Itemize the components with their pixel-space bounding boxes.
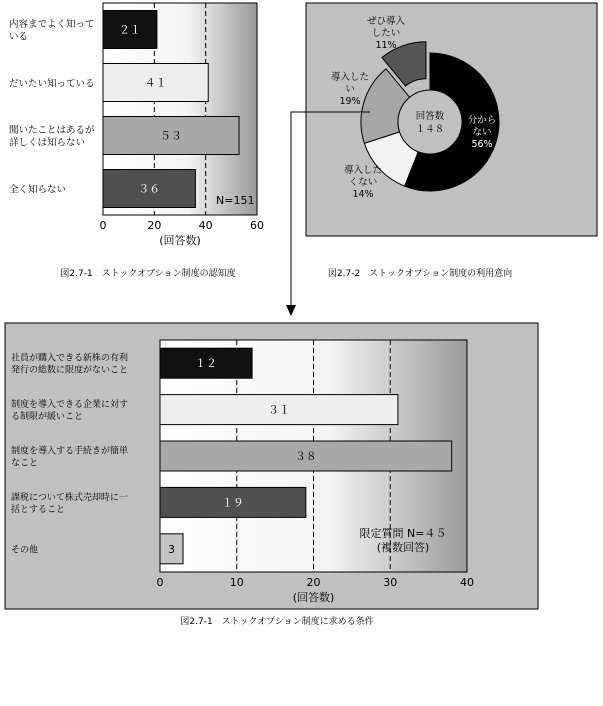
category-label: 括とすること <box>11 504 66 515</box>
x-tick-label: 20 <box>306 576 321 589</box>
category-label: 制度を導入できる企業に対す <box>11 400 129 411</box>
connector-arrowhead <box>286 305 296 316</box>
conditions-bar-chart <box>5 323 538 627</box>
conditions-annotation: (複数回答) <box>376 541 430 554</box>
x-tick-label: 30 <box>383 576 398 589</box>
bar-value-label: 3 <box>168 542 176 556</box>
slice-label: い <box>345 84 355 95</box>
slice-label: したい <box>371 28 401 39</box>
slice-label: 導入した <box>343 165 383 176</box>
bar-value-label: ２１ <box>118 23 141 37</box>
category-label: 内容までよく知って <box>9 19 95 30</box>
category-label: 社員が購入できる新株の有利 <box>11 353 129 364</box>
usage-intent-donut-chart <box>306 3 597 279</box>
x-tick-label: 0 <box>99 219 107 232</box>
donut-center-label: 回答数 <box>415 111 445 122</box>
slice-label: 14% <box>352 189 374 200</box>
x-tick-label: 60 <box>250 219 264 232</box>
category-label: その他 <box>11 545 39 556</box>
donut-center-label: １４８ <box>415 124 445 135</box>
awareness-x-axis-label: (回答数) <box>159 234 201 247</box>
conditions-annotation: 限定質問 N=４５ <box>359 527 447 540</box>
slice-label: ない <box>472 127 492 138</box>
category-label: る制限が緩いこと <box>11 412 84 423</box>
bar-value-label: ３８ <box>294 450 317 463</box>
category-label: 全く知らない <box>9 184 67 196</box>
bar-value-label: １９ <box>221 496 244 510</box>
slice-label: 分から <box>467 115 497 126</box>
bar-value-label: ３１ <box>267 403 290 417</box>
awareness-bar-chart <box>9 3 264 279</box>
category-label: 詳しくは知らない <box>9 137 86 149</box>
usage-intent-caption: 図2.7-2 ストックオプション制度の利用意向 <box>327 269 513 279</box>
category-label: 制度を導入する手続きが簡単 <box>11 446 129 457</box>
slice-label: 19% <box>339 96 361 107</box>
donut-hole <box>398 90 462 154</box>
bar-value-label: １２ <box>195 357 218 371</box>
bar-value-label: ５３ <box>160 129 183 143</box>
conditions-x-axis-label: (回答数) <box>292 591 335 604</box>
slice-label: くない <box>348 177 378 188</box>
category-label: 聞いたことはあるが <box>9 125 95 136</box>
awareness-sample-size: N=151 <box>216 194 255 207</box>
awareness-caption: 図2.7-1 ストックオプション制度の認知度 <box>60 269 236 279</box>
category-label: 発行の総数に限度がないこと <box>11 365 129 376</box>
x-tick-label: 40 <box>460 576 474 589</box>
x-tick-label: 40 <box>198 219 213 232</box>
category-label: だいたい知っている <box>9 78 95 90</box>
category-label: なこと <box>11 458 39 469</box>
x-tick-label: 10 <box>229 576 244 589</box>
slice-label: 11% <box>375 40 397 51</box>
bar-value-label: ３６ <box>138 182 161 196</box>
slice-label: 導入した <box>330 72 370 83</box>
category-label: 課税について株式売却時に一 <box>11 492 128 503</box>
conditions-caption: 図2.7-1 ストックオプション制度に求める条件 <box>180 617 374 627</box>
slice-label: 56% <box>471 139 493 150</box>
bar-value-label: ４１ <box>144 76 167 90</box>
category-label: いる <box>9 31 29 43</box>
x-tick-label: 0 <box>156 576 164 589</box>
x-tick-label: 20 <box>147 219 162 232</box>
slice-label: ぜひ導入 <box>366 16 406 27</box>
